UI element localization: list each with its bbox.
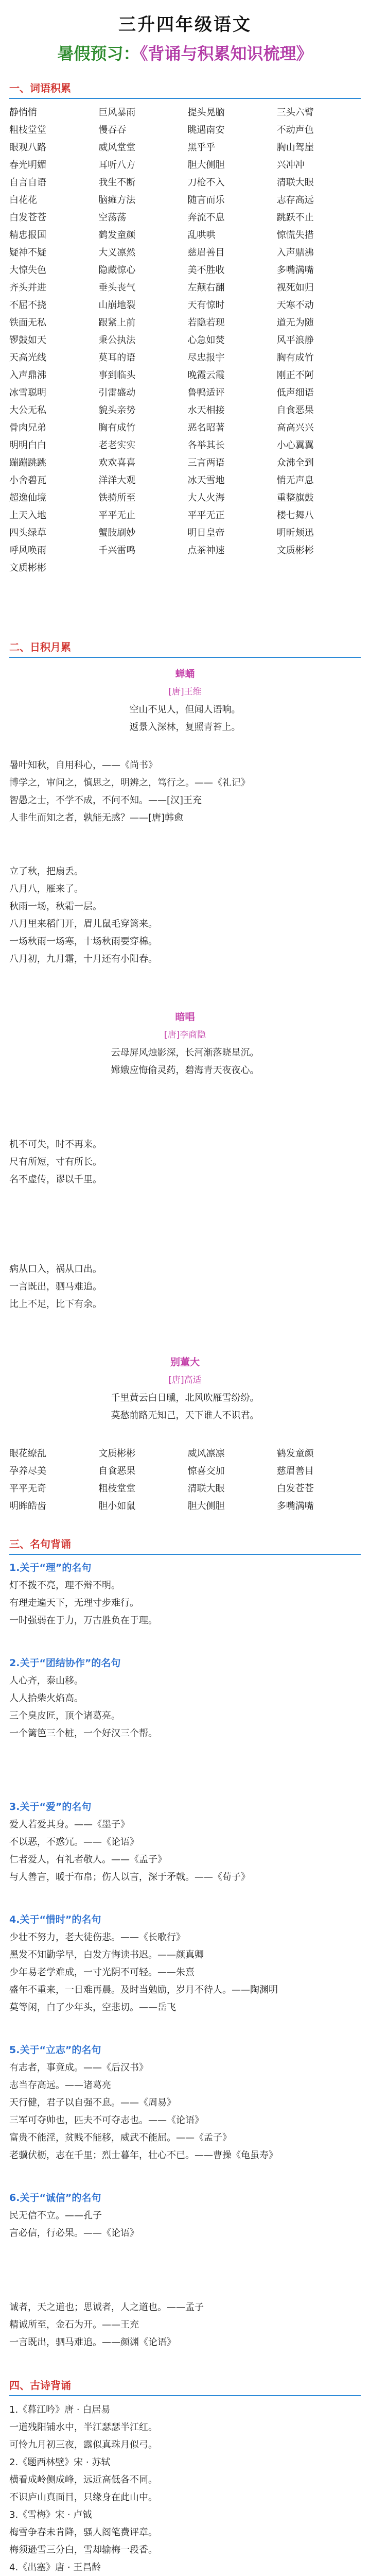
word-item: 莫耳的语 [98, 352, 136, 363]
word-item: 入声鼎沸 [276, 247, 314, 258]
word-item: 胸有成竹 [98, 422, 136, 433]
word-item: 眼观八路 [9, 142, 46, 153]
word-item: 文质彬彬 [98, 1448, 136, 1459]
word-item: 明眸皓齿 [9, 1501, 46, 1512]
poem-title: 别董大 [170, 1357, 200, 1368]
word-item: 自食恶果 [98, 1466, 136, 1477]
section-famous-quotes [0, 1536, 370, 2351]
word-item: 耳听八方 [98, 160, 136, 171]
poem-title: 暗唱 [175, 1011, 195, 1023]
word-item: 铁面无私 [9, 317, 46, 328]
word-item: 平平无奇 [9, 1483, 46, 1494]
idiom-grid [9, 1445, 361, 1515]
word-item: 清联大眼 [187, 1483, 225, 1494]
poem-recitation-list: 1.《暮江吟》唐 · 白居易 一道残阳铺水中，半江瑟瑟半江红。 可怜九月初三夜，露似真珠月似弓。 2.《题西林壁》宋 · 苏轼 横看成岭侧成峰，远近高低各不同。 不识庐山真面目，只缘身在此山中。 3.《雪梅》宋 · 卢钺 梅雪争春未肯降，骚人阁笔费评章。 梅须逊雪三分白，雪却输梅一段香。 4.《出塞》唐 · 王昌龄 [9, 2404, 157, 2573]
word-item: 蹦蹦跳跳 [9, 457, 46, 468]
header [0, 0, 370, 64]
poem-line: 嫦娥应悔偷灵药，碧海青天夜夜心。 [111, 1065, 259, 1076]
quote-paragraph: 少壮不努力，老大徒伤悲。——《长歌行》 黑发不知勤学早，白发方悔读书迟。——颜真卿 少年易老学难成，一寸光阴不可轻。——朱熹 盛年不重来，一日难再晨。及时当勉励，岁月不待人。——陶渊明 莫等闲，白了少年头，空悲切。——岳飞 [9, 1932, 278, 2013]
word-item: 提头晃脑 [187, 107, 225, 118]
word-item: 天寒不动 [276, 300, 314, 311]
word-item: 隐藏惊心 [98, 265, 136, 276]
word-item: 各举其长 [187, 440, 225, 451]
poem-line: 云母屏风烛影深，长河渐落晓星沉。 [111, 1047, 259, 1058]
word-item: 超逸仙境 [9, 493, 46, 503]
word-item: 蟹肢刷妙 [98, 528, 136, 538]
word-item: 重整旗鼓 [276, 493, 314, 503]
subtitle-close: 》 [296, 44, 313, 63]
word-item: 鹤发童颜 [276, 1448, 314, 1459]
word-item: 三头六臂 [276, 107, 314, 118]
word-item: 威风凛凛 [187, 1448, 225, 1459]
poem-block [0, 1009, 370, 1079]
word-item: 粗枝堂堂 [9, 125, 46, 135]
word-item: 清联大眼 [276, 177, 314, 188]
word-item: 不屈不挠 [9, 300, 46, 311]
word-item: 眺遇南安 [187, 125, 225, 135]
subsection-heading: 1.关于“理”的名句 [9, 1562, 92, 1573]
quote-paragraph: 灯不拨不亮，理不辩不明。 有理走遍天下，无理寸步难行。 一时强弱在于力，万古胜负在于理。 [9, 1580, 157, 1626]
word-item: 志存高远 [276, 195, 314, 206]
section-heading: 三、名句背诵 [9, 1538, 71, 1550]
divider [9, 2395, 361, 2396]
quote-paragraph: 有志者，事竟成。——《后汉书》 志当存高远。——诸葛亮 天行健，君子以自强不息。——《周易》 三军可夺帅也，匹夫不可夺志也。——《论语》 富贵不能淫，贫贱不能移，威武不能屈。——《孟子》 老骥伏枥，志在千里；烈士暮年，壮心不已。——曹操《龟虽寿》 [9, 2062, 278, 2161]
subtitle-prefix: 暑假预习： [57, 44, 140, 63]
word-item: 事到临头 [98, 370, 136, 381]
word-item: 道无为随 [276, 317, 314, 328]
word-item: 冰天雪地 [187, 475, 225, 486]
subtitle-open: 《 [139, 44, 148, 63]
word-item: 水天相接 [187, 405, 225, 416]
word-item: 平平无正 [187, 510, 225, 521]
quote-paragraph: 民无信不立。——孔子 言必信，行必果。——《论语》 [9, 2210, 139, 2239]
word-item: 入声鼎沸 [9, 370, 46, 381]
word-item: 空荡荡 [98, 212, 127, 223]
word-item: 胸山驾崖 [276, 142, 314, 153]
page-title: 三升四年级语文 [118, 14, 252, 35]
word-item: 大惊失色 [9, 265, 46, 276]
word-item: 点茶神速 [187, 545, 225, 556]
poem-title: 蝉蛹 [175, 668, 195, 680]
word-item: 貌头亲势 [98, 405, 136, 416]
word-item: 若隐若现 [187, 317, 225, 328]
word-item: 慈眉善目 [276, 1466, 314, 1477]
word-item: 白发苍苍 [276, 1483, 314, 1494]
word-item: 大公无私 [9, 405, 46, 416]
word-item: 眼花缭乱 [9, 1448, 46, 1459]
word-item: 孕养尽美 [9, 1466, 46, 1477]
word-item: 疑神不疑 [9, 247, 46, 258]
section-heading: 二、日积月累 [9, 641, 71, 653]
word-item: 天高光线 [9, 352, 46, 363]
word-item: 文质彬彬 [276, 545, 314, 556]
section-vocabulary [0, 80, 370, 577]
word-item: 尽忠报宇 [187, 352, 225, 363]
word-item: 自食恶果 [276, 405, 314, 416]
word-item: 天有惊时 [187, 300, 225, 311]
word-item: 明昕颊迅 [276, 528, 314, 538]
word-item: 骨肉兄弟 [9, 422, 46, 433]
word-item: 小舍碧瓦 [9, 475, 46, 486]
section-heading: 四、古诗背诵 [9, 2379, 71, 2392]
word-item: 垂头丧气 [98, 282, 136, 293]
word-item: 楼七舞八 [276, 510, 314, 521]
word-item: 我生不断 [98, 177, 136, 188]
word-item: 心急如焚 [187, 335, 225, 346]
word-item: 惊慌失措 [276, 230, 314, 241]
divider [9, 1554, 361, 1555]
word-item: 锣鼓如天 [9, 335, 46, 346]
word-item: 白花花 [9, 195, 37, 206]
word-item: 惊喜交加 [187, 1466, 225, 1477]
word-item: 秉公执法 [98, 335, 136, 346]
word-item: 鹤发童颜 [98, 230, 136, 241]
word-item: 齐头并进 [9, 282, 46, 293]
word-item: 恶名昭著 [187, 422, 225, 433]
word-item: 胆大侧胆 [187, 160, 225, 171]
poem-line: 空山不见人，但闻人语响。 [129, 704, 241, 715]
word-item: 美不胜收 [187, 265, 225, 276]
word-item: 老老实实 [98, 440, 136, 451]
poem-author: [唐]王维 [168, 687, 202, 697]
word-item: 精忠报国 [9, 230, 46, 241]
word-item: 白发苍苍 [9, 212, 46, 223]
subsection-heading: 4.关于“惜时”的名句 [9, 1914, 101, 1925]
word-item: 静悄悄 [9, 107, 37, 118]
word-item: 多嘴满嘴 [276, 1501, 314, 1512]
word-item: 山崩地裂 [98, 300, 136, 311]
word-item: 欢欢喜喜 [98, 457, 136, 468]
quote-paragraph: 暑叶知秋，自用科心，——《尚书》 博学之，审问之，慎思之，明辨之，笃行之。——《礼记》 智愚之士，不学不成，不问不知。——[汉]王充 人非生而知之者，孰能无惑？——[唐]韩愈 [9, 760, 250, 823]
word-item: 威风堂堂 [98, 142, 136, 153]
word-item: 慢吞吞 [98, 125, 127, 135]
poem-line: 千里黄云白日曛，北风吹雁雪纷纷。 [111, 1393, 259, 1403]
quote-paragraph: 诚者，天之道也；思诚者，人之道也。——孟子 精诚所至，金石为开。——王充 一言既出，驷马难追。——颜渊《论语》 [9, 2302, 204, 2348]
word-item: 奔流不息 [187, 212, 225, 223]
section-daily-accumulation [0, 639, 370, 1515]
word-item: 刚正不阿 [276, 370, 314, 381]
word-item: 胆大侧胆 [187, 1501, 225, 1512]
word-item: 铁骑所至 [98, 493, 136, 503]
page-subtitle [0, 41, 370, 64]
word-item: 左颠右翻 [187, 282, 225, 293]
proverb-paragraph: 立了秋，把扇丢。 八月八，雁来了。 秋雨一场，秋霜一层。 八月里来稻门开，眉儿鼠毛穿篱来。 一场秋雨一场寒，十场秋雨要穿棉。 八月初，九月霜，十月还有小阳春。 [9, 866, 157, 964]
poem-author: [唐]高适 [168, 1375, 202, 1385]
word-item: 洋洋大观 [98, 475, 136, 486]
word-item: 大义凛然 [98, 247, 136, 258]
word-item: 不动声色 [276, 125, 314, 135]
poem-author: [唐]李商隐 [164, 1030, 206, 1040]
poem-line: 莫愁前路无知己，天下谁人不识君。 [111, 1410, 259, 1421]
word-item: 跳跃不止 [276, 212, 314, 223]
word-item: 悄无声息 [276, 475, 314, 486]
word-item: 三言两语 [187, 457, 225, 468]
word-item: 胆小如鼠 [98, 1501, 136, 1512]
word-item: 脑瘫方法 [98, 195, 136, 206]
word-item: 呼风唤雨 [9, 545, 46, 556]
word-item: 晚霞云霞 [187, 370, 225, 381]
subtitle-topic: 背诵与积累知识梳理 [148, 44, 296, 63]
word-item: 明明白白 [9, 440, 46, 451]
poem-line: 返景入深林，复照青苔上。 [129, 722, 241, 733]
word-item: 粗枝堂堂 [98, 1483, 136, 1494]
word-item: 小心翼翼 [276, 440, 314, 451]
word-item: 众沸全到 [276, 457, 314, 468]
word-item: 平平无止 [98, 510, 136, 521]
word-item: 文质彬彬 [9, 563, 46, 573]
word-item: 大人火海 [187, 493, 225, 503]
word-item: 黑乎乎 [187, 142, 216, 153]
poem-block [0, 1354, 370, 1425]
subsection-heading: 2.关于“团结协作”的名句 [9, 1657, 121, 1669]
word-item: 明日皇帝 [187, 528, 225, 538]
idiom-paragraph: 机不可失，时不再来。 尺有所短，寸有所长。 名不虚传，谬以千里。 [9, 1139, 102, 1185]
word-item: 冰雪聪明 [9, 387, 46, 398]
word-item: 四头绿草 [9, 528, 46, 538]
section-ancient-poems [0, 2377, 370, 2576]
word-item: 自言自语 [9, 177, 46, 188]
word-item: 风平浪静 [276, 335, 314, 346]
word-item: 随言而乐 [187, 195, 225, 206]
word-item: 引雷盛动 [98, 387, 136, 398]
word-item: 刀枪不入 [187, 177, 225, 188]
word-item: 胸有成竹 [276, 352, 314, 363]
word-item: 视死如归 [276, 282, 314, 293]
spacer [0, 577, 370, 639]
section-heading: 一、词语积累 [9, 82, 71, 94]
word-item: 低声细语 [276, 387, 314, 398]
subsection-heading: 6.关于“诚信”的名句 [9, 2192, 101, 2204]
word-item: 高高兴兴 [276, 422, 314, 433]
word-item: 鲁鸭适评 [187, 387, 225, 398]
word-item: 上天入地 [9, 510, 46, 521]
subsection-heading: 5.关于“立志”的名句 [9, 2044, 101, 2056]
word-item: 兴冲冲 [276, 160, 305, 171]
poem-block [0, 666, 370, 736]
word-item: 多嘴满嘴 [276, 265, 314, 276]
divider [9, 657, 361, 658]
subsection-heading: 3.关于“爱”的名句 [9, 1801, 92, 1812]
quote-paragraph: 爱人若爱其身。——《墨子》 不以恶，不惑冗。——《论语》 仁者爱人，有礼者敬人。——《孟子》 与人善言，暖于布帛；伤人以言，深于矛戟。——《荀子》 [9, 1819, 250, 1883]
word-item: 乱哄哄 [187, 230, 216, 241]
spacer [0, 64, 370, 80]
quote-paragraph: 人心齐，泰山移。 人人拾柴火焰高。 三个臭皮匠，顶个诸葛亮。 一个篱笆三个桩，一个好汉三个帮。 [9, 1675, 157, 1739]
word-item: 跟紧上前 [98, 317, 136, 328]
divider [9, 98, 361, 99]
word-item: 春光明媚 [9, 160, 46, 171]
word-item: 千兴雷鸣 [98, 545, 136, 556]
word-item: 慈眉善目 [187, 247, 225, 258]
idiom-paragraph: 病从口入，祸从口出。 一言既出，驷马难追。 比上不足，比下有余。 [9, 1264, 102, 1310]
vocabulary-grid [9, 104, 361, 577]
word-item: 巨风暴雨 [98, 107, 136, 118]
